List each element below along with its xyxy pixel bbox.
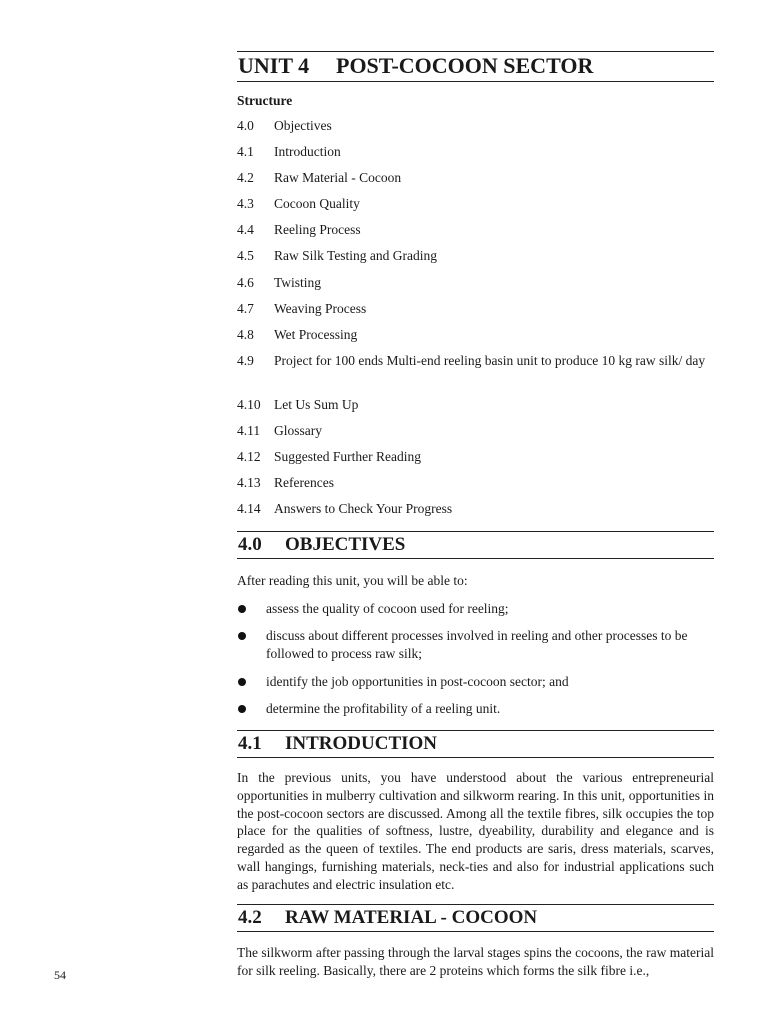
structure-item-text: Cocoon Quality [274, 196, 360, 212]
structure-item-text: Suggested Further Reading [274, 449, 421, 465]
structure-item [237, 500, 714, 526]
objective-item [237, 600, 714, 627]
unit-heading [237, 51, 714, 82]
structure-item-number: 4.13 [237, 475, 261, 491]
structure-item-text: Twisting [274, 274, 322, 290]
structure-item-number: 4.14 [237, 501, 261, 517]
structure-item-number: 4.8 [237, 326, 254, 342]
structure-item-text: Let Us Sum Up [274, 396, 359, 412]
structure-item-text: References [274, 475, 334, 491]
bullet-icon [238, 705, 246, 713]
structure-item-number: 4.7 [237, 300, 254, 316]
structure-item [237, 422, 714, 448]
structure-item [237, 474, 714, 500]
raw-material-body: The silkworm after passing through the larval stages spins the cocoons, the raw material for silk reeling. Basically, there are 2 proteins which forms the silk fibre i.e., [237, 945, 714, 978]
objectives-list [237, 600, 714, 722]
unit-number: UNIT 4 [238, 53, 310, 78]
introduction-body: In the previous units, you have understood about the various entrepreneurial opportunities in mulberry cultivation and silkworm rearing. In this unit, opportunities in the post-cocoon sectors are discussed. Among all the textile fibres, silk occupies the top place for the qualities of softness, lustre, dyeability, durability and elegance and is regarded as the queen of textiles. The end products are saris, dress materials, scarves, wall hangings, furnishing materials, neck-ties and also for industrial applications such as parachutes and electric insulation etc. [237, 770, 714, 892]
structure-item [237, 396, 714, 422]
structure-item-number: 4.2 [237, 170, 254, 186]
bullet-icon [238, 632, 246, 640]
structure-item [237, 143, 714, 169]
objectives-heading [237, 531, 714, 559]
structure-item [237, 352, 714, 396]
objective-item [237, 700, 714, 722]
structure-item-text: Weaving Process [274, 300, 367, 316]
structure-item [237, 274, 714, 300]
objective-item [237, 627, 714, 673]
structure-item [237, 326, 714, 352]
structure-item-text: Raw Silk Testing and Grading [274, 248, 438, 264]
page-number: 54 [54, 968, 66, 982]
section-title: INTRODUCTION [285, 733, 438, 754]
structure-item-number: 4.4 [237, 222, 254, 238]
structure-item [237, 169, 714, 195]
structure-item-number: 4.11 [237, 422, 261, 438]
structure-item-text: Project for 100 ends Multi-end reeling basin unit to produce 10 kg raw silk/ day [274, 352, 706, 368]
section-title: RAW MATERIAL - COCOON [285, 907, 538, 928]
structure-item-text: Objectives [274, 118, 332, 133]
objective-text: identify the job opportunities in post-cocoon sector; and [266, 674, 569, 689]
section-number: 4.1 [238, 733, 262, 754]
structure-item [237, 195, 714, 221]
structure-item-text: Reeling Process [274, 222, 361, 238]
introduction-heading [237, 730, 714, 758]
structure-item-number: 4.3 [237, 196, 254, 212]
structure-item-text: Raw Material - Cocoon [274, 170, 402, 186]
bullet-icon [238, 678, 246, 686]
structure-item-number: 4.9 [237, 352, 254, 368]
structure-item-number: 4.12 [237, 449, 261, 465]
structure-label: Structure [237, 93, 293, 108]
structure-item-number: 4.0 [237, 118, 254, 133]
section-number: 4.2 [238, 907, 262, 928]
structure-item [237, 117, 714, 143]
unit-title: POST-COCOON SECTOR [336, 53, 594, 78]
structure-item-number: 4.10 [237, 396, 261, 412]
bullet-icon [238, 605, 246, 613]
structure-item [237, 300, 714, 326]
objectives-intro: After reading this unit, you will be able to: [237, 573, 468, 588]
structure-item-text: Glossary [274, 422, 322, 438]
raw-material-heading [237, 904, 714, 932]
section-number: 4.0 [238, 534, 262, 555]
structure-item [237, 221, 714, 247]
objective-item [237, 673, 714, 700]
objective-text: discuss about different processes involved in reeling and other processes to be followed to process raw silk; [266, 628, 688, 661]
structure-item [237, 448, 714, 474]
objective-text: determine the profitability of a reeling unit. [266, 701, 501, 716]
structure-item-text: Introduction [274, 144, 341, 160]
structure-item [237, 247, 714, 273]
structure-item-number: 4.6 [237, 274, 254, 290]
structure-item-number: 4.5 [237, 248, 254, 264]
structure-item-text: Wet Processing [274, 326, 358, 342]
structure-item-number: 4.1 [237, 144, 254, 160]
structure-item-text: Answers to Check Your Progress [274, 501, 453, 517]
section-title: OBJECTIVES [285, 534, 406, 555]
structure-list [237, 117, 714, 526]
objective-text: assess the quality of cocoon used for reeling; [266, 601, 509, 616]
